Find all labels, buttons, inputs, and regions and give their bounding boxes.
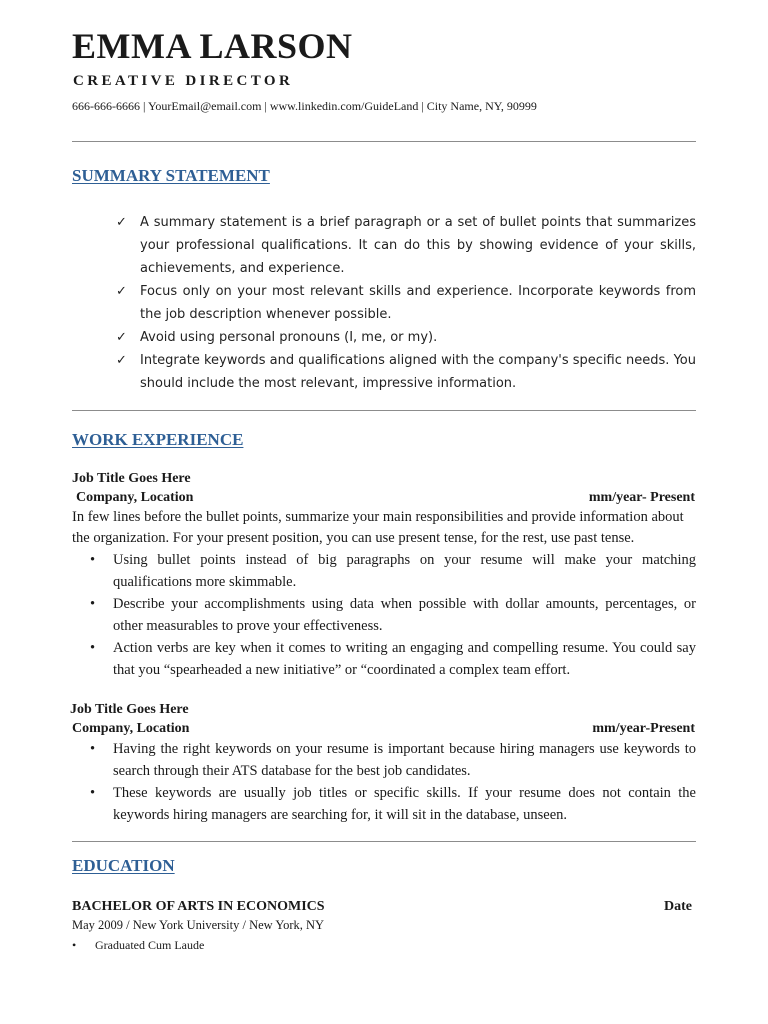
summary-item-text: Focus only on your most relevant skills and experience. Incorporate keywords from the job description whenever possible. xyxy=(140,284,696,322)
summary-item xyxy=(116,211,696,280)
summary-heading: SUMMARY STATEMENT xyxy=(72,166,270,185)
summary-item xyxy=(116,280,696,326)
job-bullet-text: Describe your accomplishments using data when possible with dollar amounts, percentages, or other measurables to prove your effectiveness. xyxy=(113,596,696,634)
job-bullet-list xyxy=(90,549,696,681)
bullet-icon: • xyxy=(90,785,96,801)
job-bullet xyxy=(90,549,696,593)
job-bullet-list xyxy=(90,738,696,826)
checkmark-icon: ✓ xyxy=(116,284,127,299)
summary-item xyxy=(116,326,696,349)
job-bullet-text: Having the right keywords on your resume is important because hiring managers use keywords to search through their ATS database for the best job candidates. xyxy=(113,741,696,779)
summary-list xyxy=(116,211,696,395)
degree-title: BACHELOR OF ARTS IN ECONOMICS xyxy=(72,899,325,914)
honors-item xyxy=(72,937,204,953)
education-details: May 2009 / New York University / New York, NY xyxy=(72,918,325,932)
resume-name: EMMA LARSON xyxy=(72,26,353,66)
bullet-icon: • xyxy=(90,596,96,612)
job-bullet xyxy=(90,782,696,826)
section-divider xyxy=(72,841,696,842)
checkmark-icon: ✓ xyxy=(116,215,127,230)
job-role: CREATIVE DIRECTOR xyxy=(73,73,294,89)
job-dates: mm/year- Present xyxy=(588,490,695,505)
education-date: Date xyxy=(664,899,692,914)
job-company: Company, Location xyxy=(72,721,190,736)
checkmark-icon: ✓ xyxy=(116,330,127,345)
job-bullet xyxy=(90,738,696,782)
honors-list xyxy=(72,937,204,953)
section-divider xyxy=(72,141,696,142)
bullet-icon: • xyxy=(90,741,96,757)
job-title: Job Title Goes Here xyxy=(72,471,191,486)
summary-item-text: Integrate keywords and qualifications aligned with the company's specific needs. You should include the most relevant, impressive information. xyxy=(140,353,696,391)
job-bullet-text: Using bullet points instead of big paragraphs on your resume will make your matching qualifications more skimmable. xyxy=(113,552,696,590)
contact-info: 666-666-6666 | YourEmail@email.com | www.linkedin.com/GuideLand | City Name, NY, 90999 xyxy=(72,99,537,113)
summary-item-text: Avoid using personal pronouns (I, me, or my). xyxy=(140,330,438,345)
bullet-icon: • xyxy=(72,938,77,952)
job-title: Job Title Goes Here xyxy=(70,702,189,717)
job-bullet-text: Action verbs are key when it comes to writing an engaging and compelling resume. You could say that you “spearheaded a new initiative” or “coordinated a complex team effort. xyxy=(113,640,696,678)
summary-item xyxy=(116,349,696,395)
job-summary: In few lines before the bullet points, summarize your main responsibilities and provide information about the organization. For your present position, you can use present tense, for the rest, use past tense. xyxy=(72,509,684,546)
summary-item-text: A summary statement is a brief paragraph or a set of bullet points that summarizes your professional qualifications. It can do this by showing evidence of your skills, achievements, and experience. xyxy=(140,215,696,276)
education-heading: EDUCATION xyxy=(72,856,175,875)
job-dates: mm/year-Present xyxy=(592,721,695,736)
honors-item-text: Graduated Cum Laude xyxy=(95,938,205,952)
checkmark-icon: ✓ xyxy=(116,353,127,368)
bullet-icon: • xyxy=(90,552,96,568)
work-experience-heading: WORK EXPERIENCE xyxy=(72,430,244,449)
bullet-icon: • xyxy=(90,640,96,656)
job-company: Company, Location xyxy=(76,490,194,505)
job-bullet-text: These keywords are usually job titles or specific skills. If your resume does not contain the keywords hiring managers are searching for, it will sit in the database, unseen. xyxy=(113,785,696,823)
job-bullet xyxy=(90,593,696,637)
section-divider xyxy=(72,410,696,411)
job-bullet xyxy=(90,637,696,681)
